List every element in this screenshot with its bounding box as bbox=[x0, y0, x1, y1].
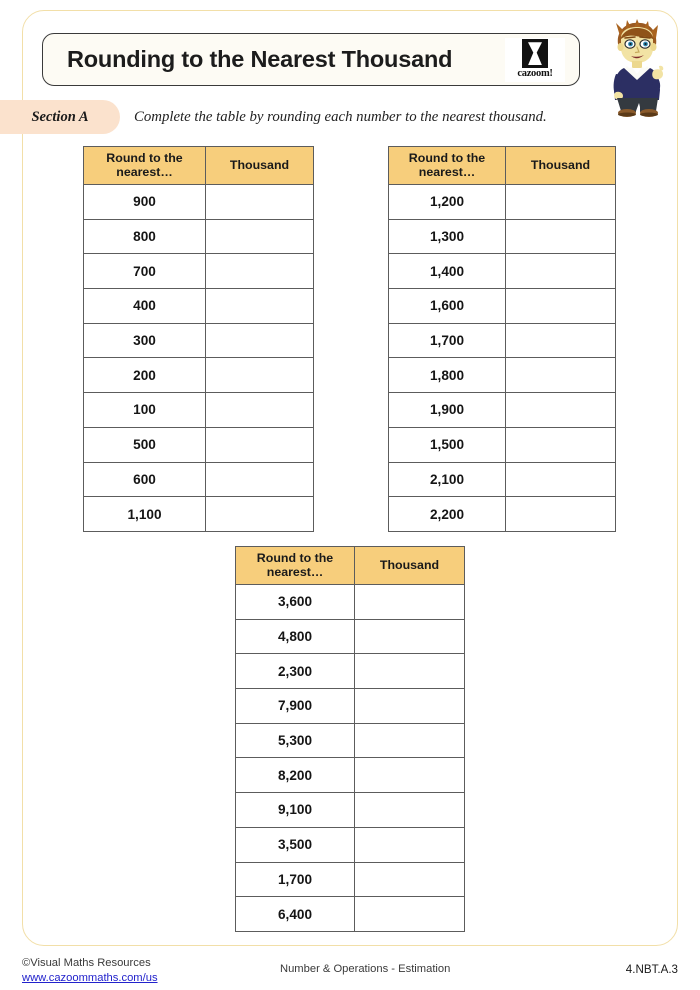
answer-cell[interactable] bbox=[506, 462, 616, 497]
number-cell: 700 bbox=[84, 254, 206, 289]
answer-cell[interactable] bbox=[355, 723, 465, 758]
worksheet-title-box bbox=[42, 33, 580, 86]
table-row bbox=[84, 254, 314, 289]
answer-cell[interactable] bbox=[355, 793, 465, 828]
table-row bbox=[389, 358, 616, 393]
table-row bbox=[84, 427, 314, 462]
answer-cell[interactable] bbox=[355, 862, 465, 897]
table-header-row bbox=[236, 547, 465, 585]
answer-cell[interactable] bbox=[506, 254, 616, 289]
answer-cell[interactable] bbox=[206, 462, 314, 497]
table-row bbox=[389, 497, 616, 532]
rounding-table-b bbox=[388, 146, 616, 532]
number-cell: 1,300 bbox=[389, 219, 506, 254]
number-cell: 1,800 bbox=[389, 358, 506, 393]
column-header-round-to: Round to the nearest… bbox=[236, 547, 355, 585]
table-row bbox=[236, 619, 465, 654]
answer-cell[interactable] bbox=[355, 758, 465, 793]
answer-cell[interactable] bbox=[506, 289, 616, 324]
number-cell: 800 bbox=[84, 219, 206, 254]
answer-cell[interactable] bbox=[506, 323, 616, 358]
number-cell: 5,300 bbox=[236, 723, 355, 758]
table-row bbox=[389, 185, 616, 220]
mascot-boy-illustration bbox=[598, 18, 676, 118]
number-cell: 500 bbox=[84, 427, 206, 462]
answer-cell[interactable] bbox=[506, 393, 616, 428]
table-row bbox=[236, 758, 465, 793]
answer-cell[interactable] bbox=[506, 358, 616, 393]
number-cell: 1,200 bbox=[389, 185, 506, 220]
table-row bbox=[389, 462, 616, 497]
number-cell: 2,100 bbox=[389, 462, 506, 497]
table-row bbox=[389, 254, 616, 289]
table-row bbox=[389, 393, 616, 428]
number-cell: 100 bbox=[84, 393, 206, 428]
table-row bbox=[84, 219, 314, 254]
section-header-row bbox=[0, 100, 600, 134]
table-row bbox=[84, 497, 314, 532]
footer-credit bbox=[22, 956, 158, 986]
table-row bbox=[236, 585, 465, 620]
answer-cell[interactable] bbox=[206, 358, 314, 393]
number-cell: 3,600 bbox=[236, 585, 355, 620]
answer-cell[interactable] bbox=[506, 219, 616, 254]
number-cell: 7,900 bbox=[236, 689, 355, 724]
table-row bbox=[84, 185, 314, 220]
answer-cell[interactable] bbox=[206, 393, 314, 428]
cazoom-logo bbox=[505, 38, 565, 82]
number-cell: 6,400 bbox=[236, 897, 355, 932]
table-row bbox=[389, 289, 616, 324]
column-header-round-to: Round to the nearest… bbox=[84, 147, 206, 185]
answer-cell[interactable] bbox=[355, 827, 465, 862]
table-row bbox=[236, 689, 465, 724]
cazoom-logo-label: cazoom! bbox=[517, 68, 553, 80]
number-cell: 3,500 bbox=[236, 827, 355, 862]
number-cell: 300 bbox=[84, 323, 206, 358]
column-header-round-to: Round to the nearest… bbox=[389, 147, 506, 185]
table-header-row bbox=[389, 147, 616, 185]
number-cell: 1,500 bbox=[389, 427, 506, 462]
table-row bbox=[236, 793, 465, 828]
footer-standard-code: 4.NBT.A.3 bbox=[625, 963, 678, 976]
number-cell: 200 bbox=[84, 358, 206, 393]
table-row bbox=[84, 462, 314, 497]
answer-cell[interactable] bbox=[506, 185, 616, 220]
number-cell: 400 bbox=[84, 289, 206, 324]
answer-cell[interactable] bbox=[355, 654, 465, 689]
table-row bbox=[389, 427, 616, 462]
column-header-thousand: Thousand bbox=[206, 147, 314, 185]
table-row bbox=[236, 862, 465, 897]
number-cell: 1,600 bbox=[389, 289, 506, 324]
number-cell: 1,700 bbox=[389, 323, 506, 358]
number-cell: 8,200 bbox=[236, 758, 355, 793]
footer-website-link[interactable]: www.cazoommaths.com/us bbox=[22, 972, 158, 985]
page-title: Rounding to the Nearest Thousand bbox=[67, 45, 453, 72]
answer-cell[interactable] bbox=[206, 185, 314, 220]
number-cell: 900 bbox=[84, 185, 206, 220]
column-header-thousand: Thousand bbox=[355, 547, 465, 585]
number-cell: 4,800 bbox=[236, 619, 355, 654]
table-row bbox=[236, 723, 465, 758]
number-cell: 9,100 bbox=[236, 793, 355, 828]
number-cell: 2,300 bbox=[236, 654, 355, 689]
answer-cell[interactable] bbox=[206, 289, 314, 324]
column-header-thousand: Thousand bbox=[506, 147, 616, 185]
answer-cell[interactable] bbox=[355, 897, 465, 932]
table-row bbox=[389, 219, 616, 254]
page-footer bbox=[22, 956, 678, 990]
number-cell: 600 bbox=[84, 462, 206, 497]
cazoom-hourglass-icon bbox=[522, 39, 548, 68]
answer-cell[interactable] bbox=[206, 427, 314, 462]
number-cell: 2,200 bbox=[389, 497, 506, 532]
table-row bbox=[236, 897, 465, 932]
table-row bbox=[236, 654, 465, 689]
table-header-row bbox=[84, 147, 314, 185]
number-cell: 1,700 bbox=[236, 862, 355, 897]
answer-cell[interactable] bbox=[355, 689, 465, 724]
footer-copyright: ©Visual Maths Resources bbox=[22, 957, 151, 969]
answer-cell[interactable] bbox=[506, 427, 616, 462]
number-cell: 1,400 bbox=[389, 254, 506, 289]
answer-cell[interactable] bbox=[355, 585, 465, 620]
number-cell: 1,100 bbox=[84, 497, 206, 532]
answer-cell[interactable] bbox=[206, 254, 314, 289]
table-row bbox=[236, 827, 465, 862]
footer-topic: Number & Operations - Estimation bbox=[280, 963, 451, 975]
rounding-table-a bbox=[83, 146, 314, 532]
answer-cell[interactable] bbox=[355, 619, 465, 654]
table-row bbox=[84, 323, 314, 358]
section-badge: Section A bbox=[0, 100, 120, 134]
table-row bbox=[84, 393, 314, 428]
table-row bbox=[389, 323, 616, 358]
answer-cell[interactable] bbox=[506, 497, 616, 532]
table-row bbox=[84, 289, 314, 324]
rounding-table-c bbox=[235, 546, 465, 932]
answer-cell[interactable] bbox=[206, 323, 314, 358]
section-instruction: Complete the table by rounding each number to the nearest thousand. bbox=[134, 108, 547, 125]
answer-cell[interactable] bbox=[206, 497, 314, 532]
number-cell: 1,900 bbox=[389, 393, 506, 428]
table-row bbox=[84, 358, 314, 393]
answer-cell[interactable] bbox=[206, 219, 314, 254]
